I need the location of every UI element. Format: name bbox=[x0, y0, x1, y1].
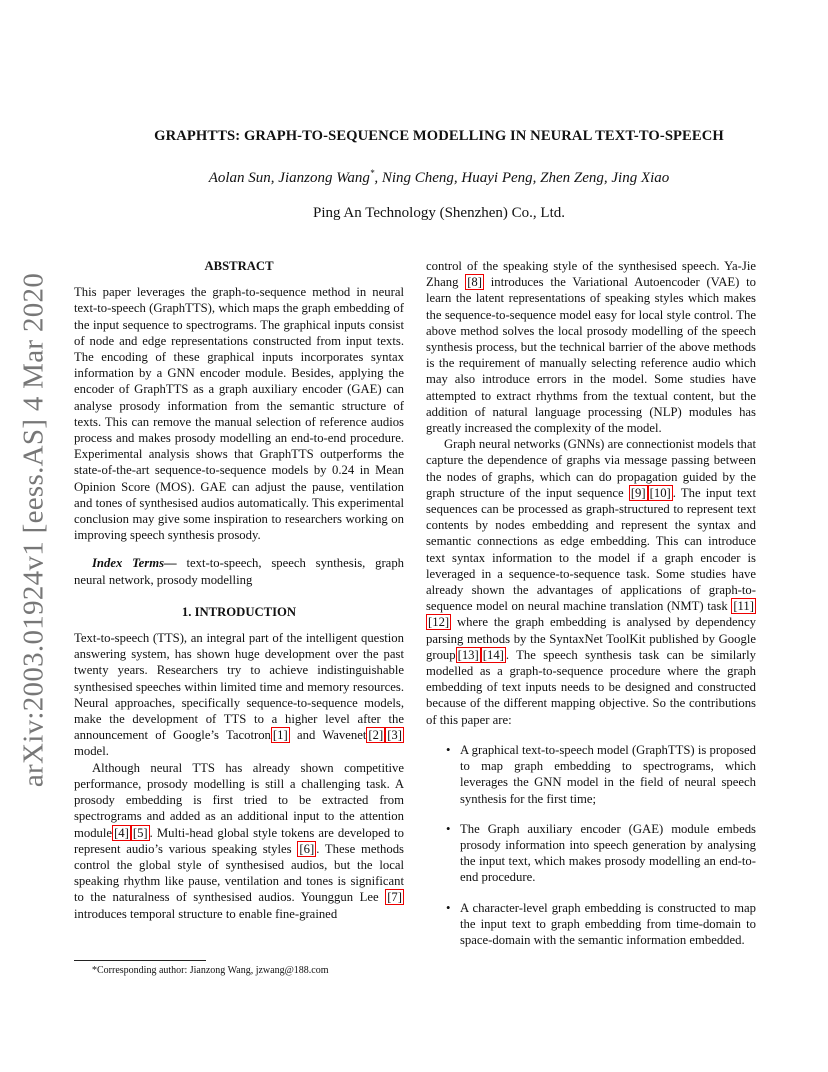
contribution-item bbox=[426, 900, 756, 949]
contribution-item bbox=[426, 742, 756, 807]
abstract-heading: ABSTRACT bbox=[204, 259, 274, 273]
text-run: and Wavenet bbox=[289, 728, 367, 743]
text-run: . Multi-head global style tokens are developed to represent audio’s various speaking styles bbox=[74, 825, 404, 856]
left-column bbox=[74, 258, 404, 922]
index-terms bbox=[74, 555, 404, 587]
introduction-heading: 1. INTRODUCTION bbox=[181, 604, 297, 619]
citation-link[interactable]: [1] bbox=[272, 728, 288, 743]
text-run: . The input text sequences can be processed as graph-structured to represent text contents by nodes embedding and represent the syntax and semantic connections as edge embedding. This can introduce text syntax information to the model if a graph encoder is leveraged in a sequence-to-sequence task. Some studies have already shown the advantages of applications of graph-to-sequence model on neural machine translation (NMT) task bbox=[426, 485, 756, 614]
right-column bbox=[426, 258, 756, 962]
intro-paragraph-4 bbox=[426, 436, 756, 728]
text-run: . The speech synthesis task can be similarly modelled as a graph-to-sequence procedure where the graph embedding of text inputs needs to be designed and constructed because of the different mapping objective. So the contributions of this paper are: bbox=[426, 647, 756, 727]
citation-link[interactable]: [4] bbox=[114, 825, 129, 840]
index-terms-text: text-to-speech, speech synthesis, graph neural network, prosody modelling bbox=[74, 556, 405, 587]
text-run: control of the speaking style of the synthesised speech. Ya-Jie Zhang bbox=[426, 259, 756, 290]
citation-link[interactable]: [3] bbox=[387, 728, 402, 743]
affiliation: Ping An Technology (Shenzhen) Co., Ltd. bbox=[313, 205, 565, 221]
citation-link[interactable]: [11] bbox=[733, 599, 754, 614]
citation-link[interactable]: [12] bbox=[428, 615, 450, 630]
bullet-icon: • bbox=[446, 742, 451, 757]
arxiv-identifier bbox=[4, 250, 64, 810]
corresponding-mark: * bbox=[369, 168, 375, 178]
text-run: where the graph embedding is analysed by dependency parsing methods by the SyntaxNet ToolKit published by Google group bbox=[426, 615, 756, 662]
citation-link[interactable]: [8] bbox=[467, 275, 482, 290]
intro-paragraph-2 bbox=[74, 760, 404, 922]
text-run: model. bbox=[74, 744, 109, 759]
contribution-text: The Graph auxiliary encoder (GAE) module embeds prosody information into speech generation by analysing the input text, which makes prosody modelling an end-to-end procedure. bbox=[460, 821, 756, 885]
text-run: Graph neural networks (GNNs) are connectionist models that capture the dependence of graphs via message passing between the nodes of graphs, which can do propagation guided by the graph structure of the input sequence bbox=[426, 437, 756, 500]
citation-link[interactable]: [6] bbox=[299, 841, 315, 856]
index-terms-label: Index Terms— bbox=[92, 556, 177, 571]
authors-part-2: , Ning Cheng, Huayi Peng, Zhen Zeng, Jing Xiao bbox=[374, 170, 670, 186]
citation-link[interactable]: [2] bbox=[368, 728, 384, 743]
citation-link[interactable]: [5] bbox=[132, 825, 148, 840]
intro-paragraph-3 bbox=[426, 258, 756, 436]
footnote: *Corresponding author: Jianzong Wang, jzwang@188.com bbox=[92, 965, 329, 976]
contribution-item bbox=[426, 821, 756, 886]
author-list bbox=[74, 168, 804, 187]
citation-link[interactable]: [14] bbox=[482, 647, 504, 662]
intro-paragraph-1 bbox=[74, 630, 404, 760]
paper-title: GRAPHTTS: GRAPH-TO-SEQUENCE MODELLING IN NEURAL TEXT-TO-SPEECH bbox=[154, 128, 724, 144]
arxiv-identifier-text: arXiv:2003.01924v1 [eess.AS] 4 Mar 2020 bbox=[17, 272, 50, 788]
contribution-list bbox=[426, 742, 756, 948]
citation-link[interactable]: [9] bbox=[630, 485, 646, 500]
bullet-icon: • bbox=[446, 900, 451, 915]
text-run: Although neural TTS has already shown competitive performance, prosody modelling is still a challenging task. A prosody embedding is first tried to be extracted from spectrograms and added as an additional input to the attention module bbox=[74, 760, 404, 840]
bullet-icon: • bbox=[446, 821, 451, 836]
citation-link[interactable]: [13] bbox=[457, 647, 479, 662]
citation-link[interactable]: [7] bbox=[387, 890, 402, 905]
text-run: Text-to-speech (TTS), an integral part of the intelligent question answering system, has shown huge development over the past twenty years. Researchers try to achieve indistinguishable synthesised speeches within limited time and memory resources. Neural approaches, specifically sequence-to-sequence models, make the development of TTS to a higher level after the announcement of Google’s Tacotron bbox=[74, 631, 404, 743]
text-run: introduces temporal structure to enable fine-grained bbox=[74, 906, 338, 921]
authors-part-1: Aolan Sun, Jianzong Wang bbox=[208, 170, 370, 186]
abstract-text: This paper leverages the graph-to-sequence method in neural text-to-speech (GraphTTS), which maps the graph embedding of the input sequence to spectrograms. The graphical inputs consist of node and edge representations constructed from input texts. The encoding of these graphical inputs incorporates syntax information by a GNN encoder module. Besides, applying the encoder of GraphTTS as a graph auxiliary encoder (GAE) can analyse prosody information from the semantic structure of texts. This can remove the manual selection of reference audios process and makes prosody modelling an end-to-end procedure. Experimental analysis shows that GraphTTS outperforms the state-of-the-art sequence-to-sequence models by 0.24 in Mean Opinion Score (MOS). GAE can adjust the pause, ventilation and tones of synthesised audios automatically. This experimental conclusion may give some inspiration to researchers working on improving speech synthesis prosody. bbox=[74, 285, 404, 543]
text-run: . These methods control the global style of synthesised audios, but the local speaking rhythm like pause, ventilation and tones is significant to the naturalness of synthesised audios. Younggun Lee bbox=[74, 841, 404, 905]
citation-link[interactable]: [10] bbox=[649, 485, 671, 500]
text-run: introduces the Variational Autoencoder (VAE) to learn the latent representations of speaking styles which makes the sequence-to-sequence model easy for local style control. The above method solves the local prosody modelling of the speech synthesis process, but the technical barrier of the above methods is the requirement of manually selecting reference audio which may also introduce errors in the model. Some studies have attempted to extract rhythms from the textual content, but the addition of natural language processing (NLP) modules has greatly increased the complexity of the model. bbox=[426, 275, 756, 436]
contribution-text: A character-level graph embedding is constructed to map the input text to graph embedding from time-domain to space-domain with the semantic information embedded. bbox=[460, 900, 756, 947]
footnote-rule bbox=[74, 960, 206, 961]
contribution-text: A graphical text-to-speech model (GraphTTS) is proposed to map graph embedding to spectrograms, which leverages the GNN model in the field of neural speech synthesis for the first time; bbox=[460, 742, 756, 806]
